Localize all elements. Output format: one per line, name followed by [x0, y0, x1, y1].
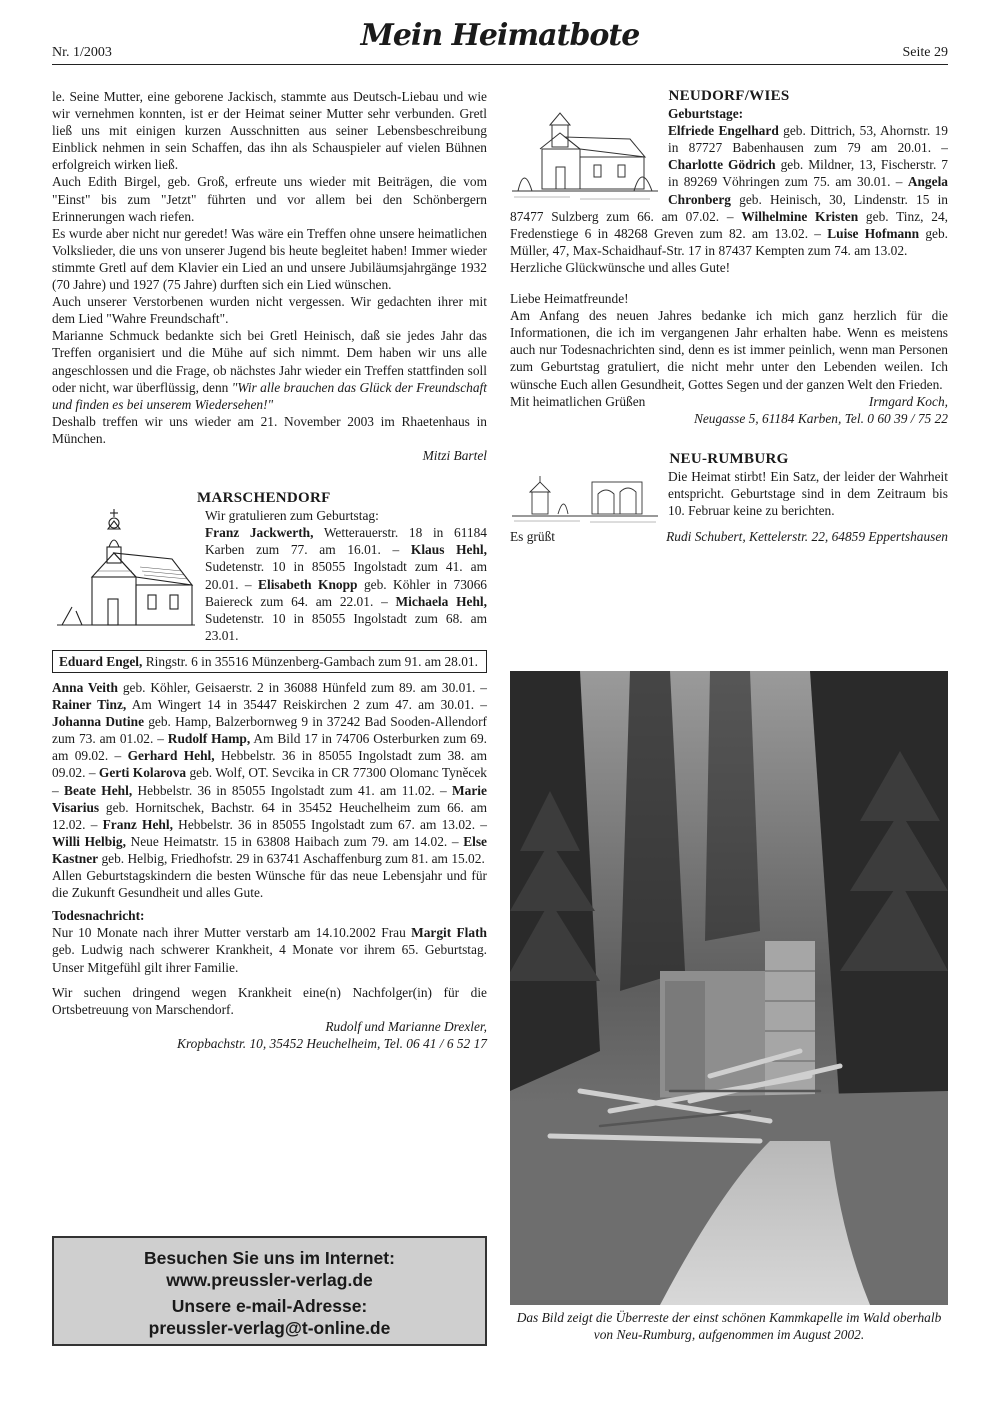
- section-title-marschendorf: MARSCHENDORF: [197, 490, 331, 507]
- letter-address: Neugasse 5, 61184 Karben, Tel. 0 60 39 / 75 22: [693, 410, 948, 426]
- email-heading: Unsere e-mail-Adresse:: [171, 1296, 368, 1316]
- birthday-name: Angela Chronberg: [668, 174, 948, 207]
- photo-caption: Das Bild zeigt die Überreste der einst schönen Kammkapelle im Wald oberhalb von Neu-Rumburg, aufgenommen im August 2002.: [516, 1310, 942, 1342]
- birthday-name: Beate Hehl,: [64, 782, 133, 798]
- birthday-name: Elisabeth Knopp: [258, 576, 358, 592]
- intro-paragraph: Auch Edith Birgel, geb. Groß, erfreute uns wieder mit Beiträgen, die vom "Einst" bis zum "Jetzt" führten und vor allem bei den Schönbergern Erinnerungen wach riefen.: [52, 174, 487, 224]
- intro-paragraph: le. Seine Mutter, eine geborene Jackisch, stammte aus Deutsch-Liebau und wie wir vernehmen konnten, ist er der Heimat seiner Mutter sehr verbunden. Gretl ließ uns mit einigen kurzen Ausschnitten aus seiner Lebensbeschreibung Einblick nehmen in sein Schaffen, das ihn als Schauspieler auf vielen Bühnen erfolgreich wirken ließ.: [52, 89, 487, 173]
- intro-paragraph: Deshalb treffen wir uns wieder am 21. November 2003 im Rhaetenhaus in München.: [52, 413, 487, 446]
- birthday-name: Franz Hehl,: [102, 816, 173, 832]
- birthday-name: Charlotte Gödrich: [668, 157, 776, 173]
- successor-request: Wir suchen dringend wegen Krankheit eine(n) Nachfolger(in) für die Ortsbetreuung von Marschendorf.: [52, 984, 487, 1017]
- signature-address: Kropbachstr. 10, 35452 Heuchelheim, Tel. 06 41 / 6 52 17: [177, 1035, 487, 1051]
- birthday-name: Klaus Hehl,: [410, 542, 487, 558]
- birthday-name: Johanna Dutine: [52, 714, 145, 730]
- birthday-wishes: Allen Geburtstagskindern die besten Wünsche für das neue Lebensjahr und für die Zukunft Gesundheit und alles Gute.: [52, 868, 487, 901]
- website-url[interactable]: www.preussler-verlag.de: [166, 1270, 373, 1290]
- letter-closing: Mit heimatlichen Grüßen Irmgard Koch,: [510, 393, 948, 409]
- church-illustration: [52, 507, 197, 639]
- signature: Mitzi Bartel: [422, 447, 487, 463]
- birthday-name: Rudolf Hamp,: [167, 731, 251, 747]
- neu-rumburg-signature: Rudi Schubert, Kettelerstr. 22, 64859 Eppertshausen: [666, 528, 948, 544]
- intro-paragraph: Es wurde aber nicht nur geredet! Was wäre ein Treffen ohne unsere heimatlichen Volkslieder, die uns von unserer Jugend bis heute begleitet haben! Immer wieder stimmte Gretl auf dem Klavier ein Lied an und unsere Jubiläumsjahrgänge 1932 (70 Jahre) und 1927 (75 Jahre) durften sich ein Lied wünschen.: [52, 225, 487, 293]
- right-column: [510, 88, 948, 545]
- neu-rumburg-text: Die Heimat stirbt! Ein Satz, der leider der Wahrheit entspricht. Geburtstage sind in dem Zeitraum bis 10. Februar keine zu berichten.: [668, 468, 948, 519]
- marschendorf-birthdays-2: Anna Veith geb. Köhler, Geisaerstr. 2 in 36088 Hünfeld zum 89. am 30.01. – Rainer Tinz, Am Wingert 14 in 35447 Reiskirchen 2 zum 47. am 30.01. – Johanna Dutine geb. Hamp, Balzerbornweg 9 in 37242 Bad Sooden-Allendorf zum 73. am 01.02. – Rudolf Hamp, Am Bild 17 in 74706 Osterburken zum 69. am 09.02. – Gerhard Hehl, Hebbelstr. 36 in 85055 Ingolstadt zum 38. am 09.02. – Gerti Kolarova geb. Wolf, OT. Sevcika in CR 77300 Olomanc Tyněcek – Beate Hehl, Hebbelstr. 36 in 85055 Ingolstadt zum 41. am 11.02. – Marie Visarius geb. Hornitschek, Bachstr. 64 in 35452 Heuchelheim zum 66. am 12.02. – Franz Hehl, Hebbelstr. 36 in 85055 Ingolstadt zum 67. am 13.02. – Willi Helbig, Neue Heimatstr. 15 in 63808 Haibach zum 79. am 14.02. – Else Kastner geb. Helbig, Friedhofstr. 29 in 63741 Aschaffenburg zum 81. am 15.02.: [52, 680, 488, 866]
- birthday-name: Willi Helbig,: [52, 833, 126, 849]
- intro-paragraph: Marianne Schmuck bedankte sich bei Gretl Heinisch, daß sie jedes Jahr das Treffen organisiert und die Mühe auf sich nimmt. Dem haben wir uns alle angeschlossen und die Frage, ob nächstes Jahr wieder ein Treffen stattfinden soll oder nicht, war überflüssig, denn "Wir alle brauchen das Glück der Freundschaft und finden es bei unserem Wiedersehen!": [52, 328, 488, 412]
- highlighted-birthday-box: Eduard Engel, Ringstr. 6 in 35516 Münzenberg-Gambach zum 91. am 28.01.: [52, 650, 487, 673]
- letter-greeting: Liebe Heimatfreunde!: [510, 291, 629, 307]
- birthday-name: Franz Jackwerth,: [205, 525, 314, 541]
- neu-rumburg-signoff: Es grüßt Rudi Schubert, Kettelerstr. 22, 64859 Eppertshausen: [510, 528, 948, 544]
- signature: Rudolf und Marianne Drexler,: [325, 1018, 487, 1034]
- deceased-name: Margit Flath: [411, 925, 487, 941]
- intro-paragraph: Auch unserer Verstorbenen wurden nicht vergessen. Wir gedachten ihrer mit dem Lied "Wahre Freundschaft".: [52, 294, 487, 327]
- page-header: [52, 18, 948, 65]
- birthday-name: Gerti Kolarova: [98, 765, 187, 781]
- letter-body: Am Anfang des neuen Jahres bedanke ich mich ganz herzlich für die Informationen, die ich im vergangenen Jahr erhalten habe. Wenn es meistens auch nur Todesnachrichten sind, denn es ist immer peinlich, wenn man Personen zum Geburtstag gratuliert, die nicht mehr unter den Lebenden weilen. Ich wünsche Euch allen Gesundheit, Gottes Segen und der ganzen Welt den Frieden.: [510, 308, 948, 392]
- left-column: [52, 88, 487, 1052]
- marschendorf-birthdays-1: Franz Jackwerth, Wetterauerstr. 18 in 61184 Karben zum 77. am 16.01. – Klaus Hehl, Sudetenstr. 10 in 85055 Ingolstadt zum 41. am 20.01. – Elisabeth Knopp geb. Köhler in 73066 Baiereck zum 64. am 22.01. – Michaela Hehl, Sudetenstr. 10 in 85055 Ingolstadt zum 68. am 23.01.: [205, 525, 487, 643]
- village-church-illustration: [510, 105, 660, 205]
- internet-heading: Besuchen Sie uns im Internet:: [144, 1248, 395, 1268]
- masthead-logo: Mein Heimatbote: [360, 18, 640, 53]
- birthday-name: Else Kastner: [52, 833, 487, 866]
- birthday-name: Luise Hofmann: [827, 225, 920, 241]
- birthday-name: Rainer Tinz,: [52, 697, 127, 713]
- section-title-neu-rumburg: NEU-RUMBURG: [669, 450, 789, 467]
- email-address[interactable]: preussler-verlag@t-online.de: [148, 1318, 391, 1338]
- neudorf-wishes: Herzliche Glückwünsche und alles Gute!: [510, 259, 731, 275]
- birthday-name: Anna Veith: [52, 680, 118, 695]
- internet-info-box: [52, 1236, 487, 1346]
- neudorf-subheading: Geburtstage:: [668, 106, 744, 122]
- letter-signature: Irmgard Koch,: [868, 393, 948, 409]
- birthday-name: Gerhard Hehl,: [127, 748, 215, 764]
- chapel-ruins-illustration: [510, 468, 660, 526]
- issue-number: Nr. 1/2003: [52, 45, 112, 60]
- birthday-name: Elfriede Engelhard: [668, 123, 779, 139]
- birthday-name: Marie Visarius: [52, 782, 487, 815]
- death-notice-title: Todesnachricht:: [52, 908, 145, 924]
- intro-quote: "Wir alle brauchen das Glück der Freundschaft und finden es bei unserem Wiedersehen!": [52, 379, 488, 412]
- page-number: Seite 29: [902, 45, 948, 60]
- birthday-name: Eduard Engel,: [59, 653, 143, 669]
- birthday-name: Wilhelmine Kristen: [741, 208, 859, 224]
- birthday-name: Michaela Hehl,: [395, 593, 487, 609]
- death-notice: Nur 10 Monate nach ihrer Mutter verstarb am 14.10.2002 Frau Margit Flath geb. Ludwig nach schwerer Krankheit, 4 Monate vor ihrem 65. Geburtstag. Unser Mitgefühl gilt ihrer Familie.: [52, 925, 487, 975]
- marschendorf-intro: Wir gratulieren zum Geburtstag:: [205, 508, 379, 524]
- chapel-ruins-photo: [510, 671, 948, 1305]
- neudorf-birthdays: Elfriede Engelhard geb. Dittrich, 53, Ahornstr. 19 in 87727 Babenhausen zum 79 am 20.01. – Charlotte Gödrich geb. Mildner, 13, Fischerstr. 7 in 89269 Vöhringen zum 75. am 30.01. – Angela Chronberg geb. Heinisch, 30, Lindenstr. 15 in 87477 Sulzberg zum 66. am 07.02. – Wilhelmine Kristen geb. Tinz, 24, Fredenstiege 6 in 48268 Greven zum 82. am 13.02. – Luise Hofmann geb. Müller, 47, Max-Schaidhauf-Str. 17 in 87437 Kempten zum 74. am 13.02.: [510, 123, 948, 258]
- section-title-neudorf: NEUDORF/WIES: [668, 88, 790, 104]
